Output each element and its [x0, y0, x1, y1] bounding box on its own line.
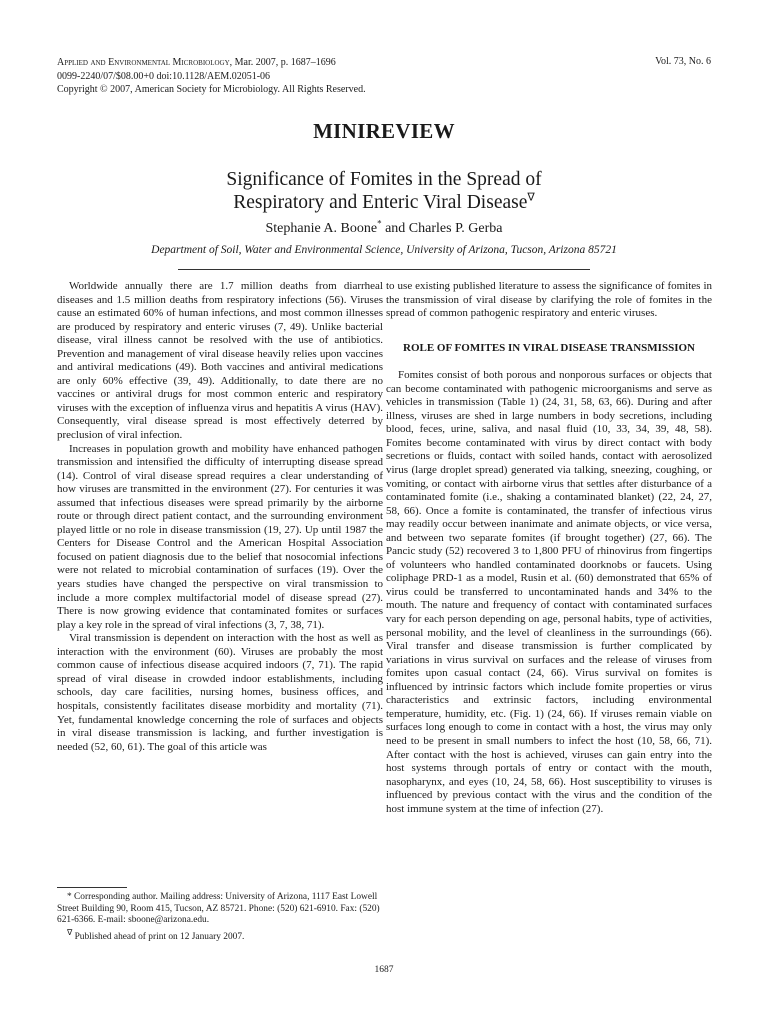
section-heading: ROLE OF FOMITES IN VIRAL DISEASE TRANSMISSION [403, 341, 695, 354]
footnote-corresponding: Corresponding author. Mailing address: University of Arizona, 1117 East Lowell Street Building 90, Room 415, Tucson, AZ 85721. Phone: (520) 621-6910. Fax: (520) 621-6366. E-mail: sboone@arizona.edu. [57, 892, 380, 926]
journal-citation: , Mar. 2007, p. 1687–1696 [229, 57, 336, 68]
paragraph: Worldwide annually there are 1.7 million deaths from diarrheal diseases and 1.5 million deaths from respiratory infections (56). Viruses cause an estimated 60% of human infections, and most common illnesses are produced by respiratory and enteric viruses (7, 49). Unlike bacterial disease, viral illness cannot be resolved with the use of antibiotics. Prevention and management of viral disease heavily relies upon vaccines and antiviral medications (49). Both vaccines and antiviral medications are only 60% effective (39, 49). Additionally, to date there are no vaccines or antiviral drugs for most common enteric and respiratory viruses with the exception of influenza virus and hepatitis A virus (HAV). Consequently, viral disease spread is most effectively deterred by preclusion of viral infection. [57, 280, 383, 442]
left-column [57, 280, 383, 754]
corresponding-mark: * [377, 218, 382, 229]
article-title [0, 168, 768, 214]
journal-name: Applied and Environmental Microbiology [57, 57, 230, 68]
footnote-published: Published ahead of print on 12 January 2007. [72, 931, 245, 942]
paragraph: Viral transmission is dependent on interaction with the host as well as interaction with the environment (60). Viruses are probably the most common cause of infectious disease acquired indoors (7, 71). The rapid spread of viral disease in crowded indoor establishments, including schools, day care facilities, nursing homes, business offices, and hospitals, consistently facilitates disease morbidity and mortality (71). Yet, fundamental knowledge concerning the role of surfaces and objects in viral disease transmission is lacking, and further investigation is needed (52, 60, 61). The goal of this article was [57, 632, 383, 753]
section-type: MINIREVIEW [313, 119, 455, 143]
author-2: and Charles P. Gerba [381, 221, 503, 236]
issn-doi: 0099-2240/07/$08.00+0 doi:10.1128/AEM.02051-06 [57, 70, 271, 82]
paragraph: Fomites consist of both porous and nonporous surfaces or objects that can become contaminated with pathogenic microorganisms and serve as vehicles in transmission (Table 1) (24, 31, 58, 63, 66). During and after illness, viruses are shed in large numbers in body secretions, including blood, feces, urine, saliva, and nasal fluid (10, 33, 34, 39, 48, 58). Fomites become contaminated with virus by direct contact with body secretions or fluids, contact with soiled hands, contact with aerosolized virus (large droplet spread) generated via talking, sneezing, coughing, or vomiting, or contact with airborne virus that settles after disturbance of a contaminated fomite (i.e., shaking a contaminated blanket) (22, 24, 27, 58, 66). Once a fomite is contaminated, the transfer of infectious virus may readily occur between inanimate and animate objects, or vice versa, and between two separate fomites (if brought together) (27, 66). The Pancic study (52) recovered 3 to 1,800 PFU of rhinovirus from fingertips of volunteers who handled contaminated doorknobs or faucets. Using coliphage PRD-1 as a model, Rusin et al. (60) demonstrated that 65% of virus could be transferred to uncontaminated hands and 34% to the mouth. The nature and frequency of contact with contaminated surfaces vary for each person depending on age, personal habits, type of activities, personal mobility, and the level of cleanliness in the surroundings (66). Viral transfer and disease transmission is further complicated by variations in virus survival on surfaces and the release of viruses from fomites upon casual contact (24, 66). Virus survival on fomites is influenced by intrinsic factors which include fomite properties or virus characteristics and extrinsic factors, including environmental temperature, humidity, etc. (Fig. 1) (24, 66). If viruses remain viable on surfaces long enough to come in contact with a host, the virus may only need to be present in small numbers to infect the host (10, 58, 66, 71). After contact with the host is achieved, viruses can gain entry into the host systems through portals of entry or contact with the mouth, nasopharynx, and eyes (10, 24, 58, 66). Host susceptibility to viruses is influenced by previous contact with the virus and the condition of the host immune system at the time of infection (27). [386, 369, 712, 815]
title-line-1: Significance of Fomites in the Spread of [226, 169, 542, 190]
paragraph: to use existing published literature to assess the significance of fomites in the transmission of viral disease by clarifying the role of fomites in the spread of common pathogenic respiratory and enteric viruses. [386, 280, 712, 320]
footnote-mark: ∇ [67, 927, 73, 937]
footnote-divider [57, 887, 127, 888]
footnote-mark: * [67, 892, 72, 902]
header-divider [178, 269, 590, 270]
author-1: Stephanie A. Boone [265, 221, 378, 236]
volume-issue: Vol. 73, No. 6 [655, 56, 711, 67]
copyright-line: Copyright © 2007, American Society for Microbiology. All Rights Reserved. [57, 84, 366, 95]
title-footnote-mark: ∇ [527, 191, 535, 204]
affiliation: Department of Soil, Water and Environmental Science, University of Arizona, Tucson, Arizona 85721 [151, 244, 617, 256]
page-number: 1687 [374, 965, 394, 975]
journal-header [57, 56, 366, 97]
right-column [386, 280, 712, 816]
author-list [0, 218, 768, 237]
title-line-2: Respiratory and Enteric Viral Disease [233, 192, 528, 213]
paragraph: Increases in population growth and mobility have enhanced pathogen transmission and intensified the difficulty of interrupting disease spread (14). Control of viral disease spread requires a clear understanding of how viruses are transmitted in the environment (27). For centuries it was assumed that infectious diseases were spread primarily by the airborne route or through direct patient contact, and the surrounding environment played little or no role in disease transmission (19, 27). Up until 1987 the Centers for Disease Control and the American Hospital Association focused on patient diagnosis due to the belief that nosocomial infections were not related to microbial contamination of surfaces (19). Over the years studies have changed the perspective on viral transmission to include a more complex multifactorial model of disease spread (27). There is now growing evidence that contaminated fomites or surfaces play a key role in the spread of viral infections (3, 7, 38, 71). [57, 442, 383, 631]
footnotes [57, 892, 383, 944]
